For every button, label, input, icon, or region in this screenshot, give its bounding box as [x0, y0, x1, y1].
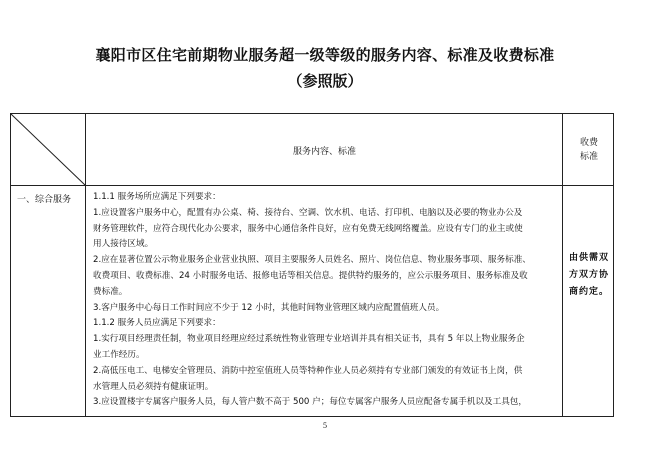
content-line: 费标准。	[93, 286, 128, 297]
content-line: 3.客户服务中心每日工作时间应不少于 12 小时，其他时间物业管理区域内应配置值班人员。	[93, 302, 445, 313]
document-subtitle: （参照版）	[287, 72, 363, 90]
header-content-label: 服务内容、标准	[292, 146, 356, 157]
header-fee-line: 标准	[579, 152, 598, 162]
content-line: 2.高低压电工、电梯安全管理员、消防中控室值班人员等特种作业人员必须持有专业部门颁发的有效证书上岗，供	[93, 365, 523, 376]
content-line: 财务管理软件，应符合现代化办公要求，服务中心通信条件良好，应有免费无线网络覆盖。应设有专门的业主或使	[93, 223, 523, 234]
fee-standard-note: 由供需双方双方协商约定。	[569, 253, 610, 297]
header-fee-line: 收费	[579, 138, 598, 148]
header-diagonal-line	[11, 114, 86, 186]
content-line: 3.应设置楼宇专属客户服务人员，每人管户数不高于 500 户；每位专属客户服务人员应配备专属手机以及工具包，	[93, 397, 527, 408]
document-title: 襄阳市区住宅前期物业服务超一级等级的服务内容、标准及收费标准	[95, 46, 555, 64]
category-label: 一、综合服务	[17, 195, 72, 205]
service-content-text	[93, 190, 559, 411]
content-line: 水管理人员必须持有健康证明。	[93, 381, 214, 392]
content-line: 用人接待区域。	[93, 239, 154, 250]
content-line: 收费项目、收费标准、24 小时服务电话、报修电话等相关信息。提供特约服务的，应公示服务项目、服务标准及收	[93, 270, 528, 281]
content-line: 1.应设置客户服务中心，配置有办公桌、椅、接待台、空调、饮水机、电话、打印机、电脑以及必要的物业办公及	[93, 207, 523, 218]
header-fee-label	[563, 136, 614, 164]
content-line: 业工作经历。	[93, 349, 145, 360]
content-line: 2.应在显著位置公示物业服务企业营业执照、项目主要服务人员姓名、照片、岗位信息、物业服务事项、服务标准、	[93, 255, 531, 266]
page-number: 5	[323, 421, 327, 430]
content-line: 1.1.1 服务场所应满足下列要求：	[93, 192, 221, 202]
content-line: 1.1.2 服务人员应满足下列要求：	[93, 318, 221, 329]
content-line: 1.实行项目经理责任制，物业项目经理应经过系统性物业管理专业培训并具有相关证书，具有 5 年以上物业服务企	[93, 334, 525, 345]
service-standard-table	[10, 113, 614, 417]
